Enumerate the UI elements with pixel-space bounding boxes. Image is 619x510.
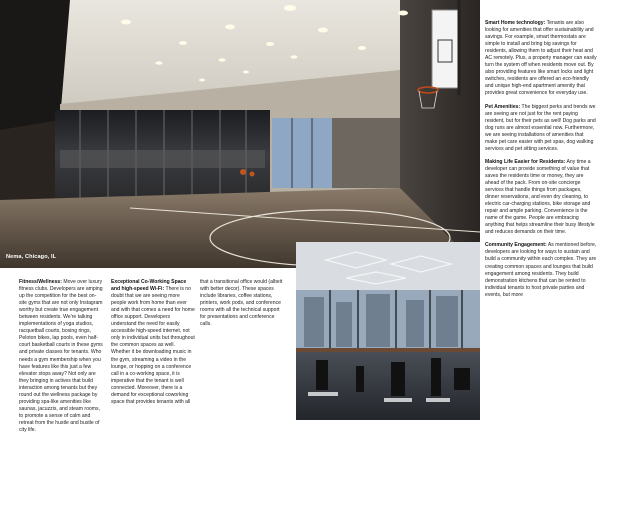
life-easier-paragraph <box>485 159 597 237</box>
pet-amenities-heading: Pet Amenities: <box>485 103 521 110</box>
coworking-heading: Exceptional Co-Working Space and high-speed Wi-Fi: <box>111 279 187 293</box>
fitness-paragraph <box>19 279 104 434</box>
fitness-heading: Fitness/Wellness: <box>19 279 62 285</box>
gym-photo <box>0 0 480 268</box>
article-column-3 <box>200 279 286 334</box>
life-easier-heading: Making Life Easier for Residents: <box>485 158 566 165</box>
article-column-4 <box>485 20 597 305</box>
coworking-body: There is no doubt that we are seeing more people work from home than ever and with that comes a need for home office support. Developers understand the need for easily accessible high-speed internet, not only in individual units but throughout the common spaces as well. Whether it be downloading music in the gym, streaming a video in the lounge, or hopping on a conference call in a co-working space, it is imperative that the tenant is well connected. Moreover, there is a demand for exceptional coworking space that provides tenants with all <box>111 286 195 405</box>
community-body: As mentioned before, developers are looking for ways to sustain and build a community within each complex. They are creating common spaces and lounges that build engagement among residents. They build demonstration kitchens that can be rented to individual tenants to host private parties and events, but more <box>485 242 597 298</box>
coworking-paragraph <box>111 279 195 406</box>
smart-home-heading: Smart Home technology: <box>485 20 546 26</box>
fitness-photo-caption: One Bennet, Chicago, IL <box>595 486 619 510</box>
coworking-body-continued: that a transitional office would (albeit with better decor). These spaces include libraries, coffee stations, printers, work pods, and conference rooms with all the technical support for presentations and conference calls. <box>200 279 283 328</box>
article-column-2 <box>111 279 195 412</box>
gym-photo-caption: Nema, Chicago, IL <box>6 254 57 260</box>
community-paragraph <box>485 242 597 298</box>
fitness-body: Move over luxury fitness clubs. Developers are amping up the competition for the best on-site gyms that are not only Instagram worthy but create true engagement between residents. We're talking implementations of yoga studios, racquetball courts, boxing rings, Peloton bikes, lap pools, even half-court basketball courts in these gyms and private classes for tenants. Who needs a gym membership when you have features like this just a few elevator stops away? Not only are they bringing in actives that build interaction among tenants but they round out the wellness package by providing spa-like amenities like saunas, jacuzzis, and steam rooms, to promote a sense of calm and retreat from the hustle and bustle of city life. <box>19 279 103 433</box>
basketball-court-illustration <box>0 0 480 268</box>
article-column-1 <box>19 279 104 440</box>
life-easier-body: Any time a developer can provide something of value that saves the residents time or money, they are ahead of the pack. From on-site concierge services that handle things from packages, dinner reservations, and even dry cleaning, to electric car-charging stations, bike storage and repair and ample parking. Convenience is the name of the game. People are embracing anything that helps streamline their busy lifestyle and reduces demands on their time. <box>485 158 595 236</box>
smart-home-body: Tenants are also looking for amenities that offer sustainability and savings. For example, smart thermostats are simple to install and bring big savings for residents, allowing them to adjust their heat and AC remotely. Plus, a property manager can easily turn the system off when residents move out. By also providing features like smart locks and light switches, residents are offered an eco-friendly and unique high-end apartment amenity that provides great convenience for everyday use. <box>485 20 597 97</box>
coworking-paragraph-continued <box>200 279 286 328</box>
community-heading: Community Engagement: <box>485 242 547 249</box>
smart-home-paragraph <box>485 20 597 98</box>
pet-amenities-body: The biggest perks and trends we are seeing are not just for the rent paying resident, but for their pets as well! Dog parks and dog runs are almost essential now. Furthermore, we are seeing installations of amenities that make pet care easier with pet spas, dog walking services and pet sitting services. <box>485 103 596 152</box>
fitness-center-illustration <box>296 242 480 420</box>
pet-amenities-paragraph <box>485 104 597 153</box>
